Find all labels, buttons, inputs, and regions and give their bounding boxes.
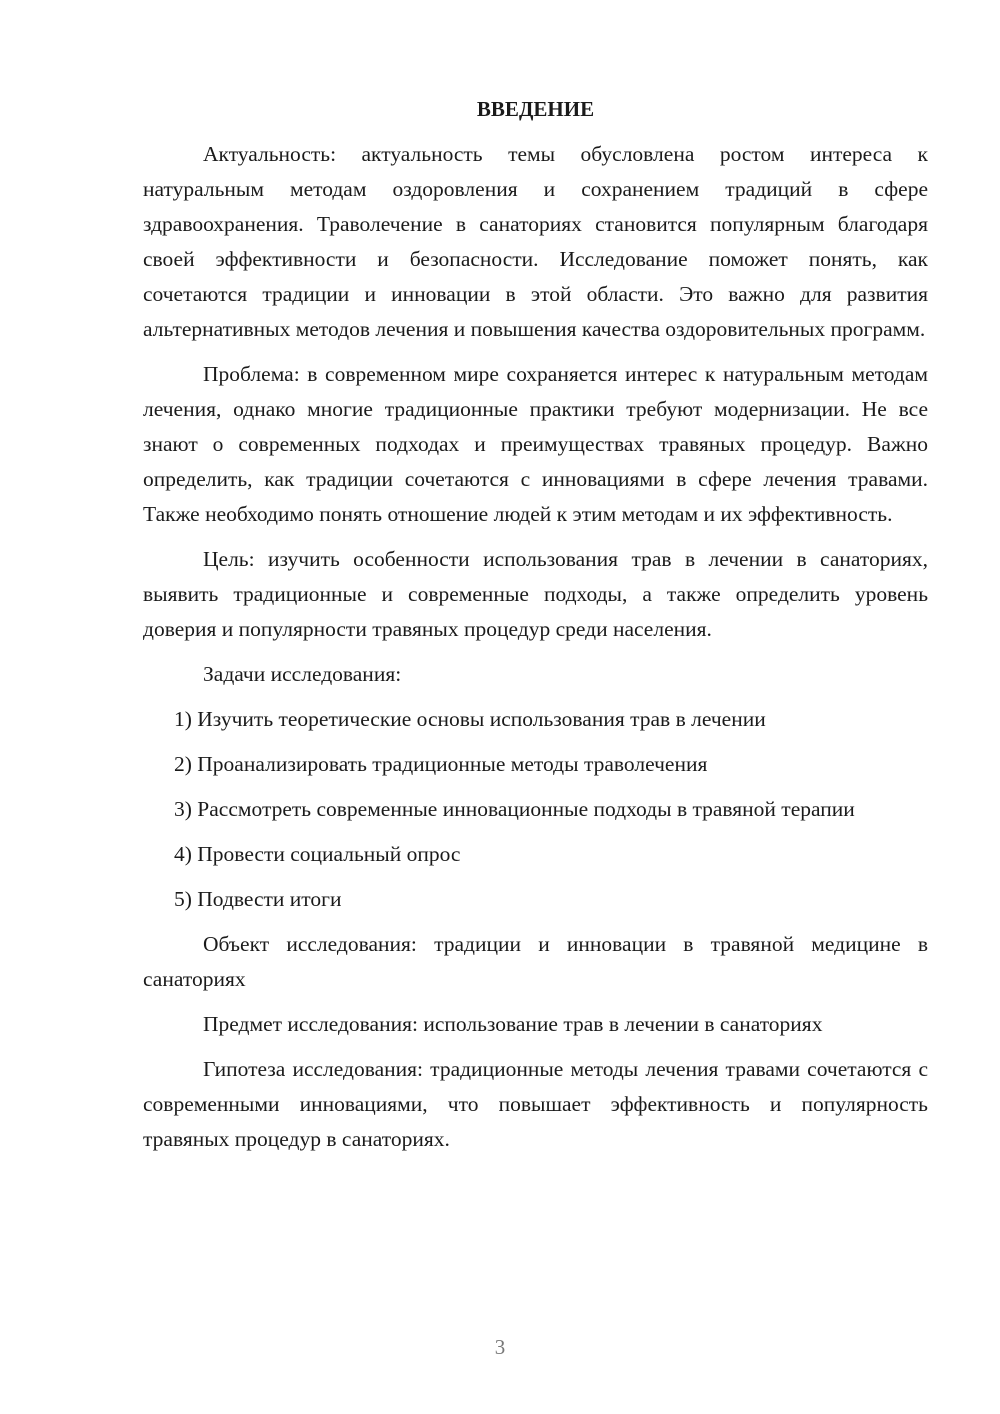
task-item-1: 1) Изучить теоретические основы использования трав в лечении [174,707,766,731]
task-item-3: 3) Рассмотреть современные инновационные подходы в травяной терапии [174,797,855,821]
task-item-2: 2) Проанализировать традиционные методы траволечения [174,752,708,776]
paragraph-tasks-heading: Задачи исследования: [203,662,402,686]
page-title: ВВЕДЕНИЕ [476,97,595,121]
paragraph-relevance: Актуальность: актуальность темы обусловлена ростом интереса к натуральным методам оздоровления и сохранением традиций в сфере здравоохранения. Траволечение в санаториях становится популярным благодаря своей эффективности и безопасности. Исследование поможет понять, как сочетаются традиции и инновации в этой области. Это важно для развития альтернативных методов лечения и повышения качества оздоровительных программ. [143,142,928,341]
paragraph-problem: Проблема: в современном мире сохраняется интерес к натуральным методам лечения, однако многие традиционные практики требуют модернизации. Не все знают о современных подходах и преимуществах травяных процедур. Важно определить, как традиции сочетаются с инновациями в сфере лечения травами. Также необходимо понять отношение людей к этим методам и их эффективность. [143,362,928,526]
paragraph-hypothesis: Гипотеза исследования: традиционные методы лечения травами сочетаются с современными инновациями, что повышает эффективность и популярность травяных процедур в санаториях. [143,1057,928,1151]
task-item-5: 5) Подвести итоги [174,887,342,911]
task-item-4: 4) Провести социальный опрос [174,842,461,866]
paragraph-subject: Предмет исследования: использование трав в лечении в санаториях [203,1012,823,1036]
page-number: 3 [494,1335,506,1359]
paragraph-goal: Цель: изучить особенности использования трав в лечении в санаториях, выявить традиционные и современные подходы, а также определить уровень доверия и популярности травяных процедур среди населения. [143,547,928,641]
paragraph-object: Объект исследования: традиции и инновации в травяной медицине в санаториях [143,932,928,991]
document-page [143,92,928,1167]
